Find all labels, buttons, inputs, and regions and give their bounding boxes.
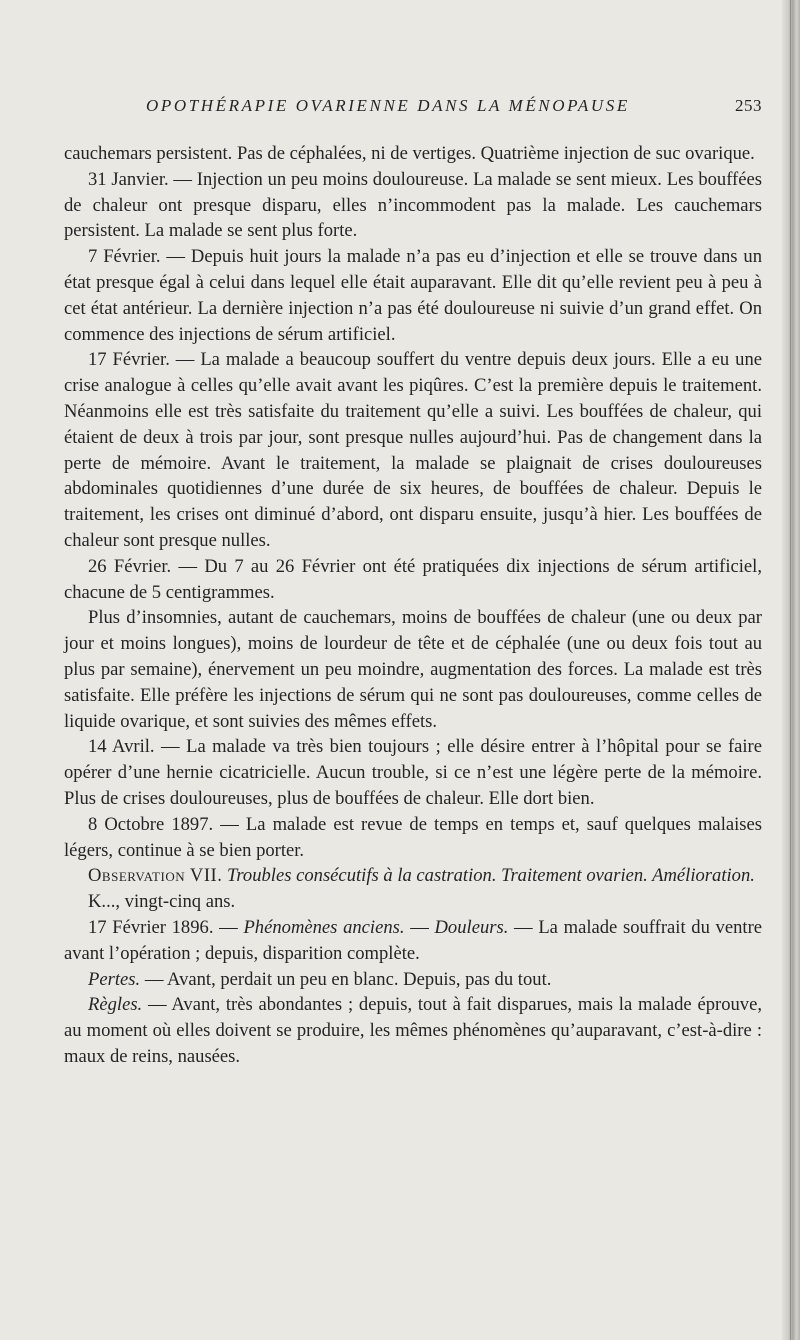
running-title: OPOTHÉRAPIE OVARIENNE DANS LA MÉNOPAUSE [146,96,630,115]
dash-text: — [410,916,429,938]
section-pertes: Pertes. [88,968,141,990]
page-edge-line [790,0,791,1340]
paragraph-31-janvier: 31 Janvier. — Injection un peu moins douloureuse. La malade se sent mieux. Les bouffées de chaleur ont presque disparu, elles n’incommodent pas la malade. Les cauchemars persistent. La malade se sent plus forte. [64,168,762,242]
paragraph-7-fevrier: 7 Février. — Depuis huit jours la malade n’a pas eu d’injection et elle se trouve dans un état presque égal à celui dans lequel elle était auparavant. Elle dit qu’elle revient peu à peu à cet état antérieur. La dernière injection n’a pas été douloureuse ni suivie d’un grand effet. On commence des injections de sérum artificiel. [64,246,762,345]
paragraph-regles [64,992,762,1069]
observation-label: Observation VII. [88,865,223,887]
page-number: 253 [735,96,762,115]
patient-line: K..., vingt-cinq ans. [88,891,236,913]
page-header [146,96,762,126]
section-douleurs: Douleurs. [434,916,509,938]
section-regles: Règles. [88,994,143,1016]
paragraph-17-fevrier: 17 Février. — La malade a beaucoup souffert du ventre depuis deux jours. Elle a eu une crise analogue à celles qu’elle avait avant les piqûres. C’est la première depuis le traitement. Néanmoins elle est très satisfaite du traitement qu’elle a suivi. Les bouffées de chaleur, qui étaient de deux à trois par jour, sont presque nulles aujourd’hui. Pas de changement dans la perte de mémoire. Avant le traitement, la malade se plaignait de crises douloureuses abdominales quotidiennes d’une durée de six heures, de bouffées de chaleur. Depuis le traitement, les crises ont diminué d’abord, ont disparu ensuite, jusqu’à hier. Les bouffées de chaleur sont presque nulles. [64,349,762,551]
regles-text: — Avant, très abondantes ; depuis, tout à fait disparues, mais la malade éprouve, au moment où elles doivent se produire, les mêmes phénomènes qu’auparavant, c’est-à-dire : maux de reins, nausées. [64,994,762,1067]
observation-heading [64,863,762,889]
paragraph-continued: cauchemars persistent. Pas de céphalées, ni de vertiges. Quatrième injection de suc ovarique. [64,143,755,164]
paragraph-17-fevrier-1896 [64,915,762,967]
paragraph-pertes [64,967,762,993]
paragraph-8-octobre: 8 Octobre 1897. — La malade est revue de temps en temps et, sauf quelques malaises légers, continue à se bien porter. [64,813,762,861]
section-phenomenes: Phénomènes anciens. [243,916,405,938]
observation-title: Troubles consécutifs à la castration. Traitement ovarien. Amélioration. [227,865,755,887]
page-edge [782,0,800,1340]
date-text: 17 Février 1896. — [88,916,238,938]
paragraph-26-fevrier: 26 Février. — Du 7 au 26 Février ont été pratiquées dix injections de sérum artificiel, chacune de 5 centigrammes. [64,555,762,603]
pertes-text: — Avant, perdait un peu en blanc. Depuis, pas du tout. [144,968,552,990]
paragraph-14-avril: 14 Avril. — La malade va très bien toujours ; elle désire entrer à l’hôpital pour se faire opérer d’une hernie cicatricielle. Aucun trouble, si ce n’est une légère perte de la mémoire. Plus de crises douloureuses, plus de bouffées de chaleur. Elle dort bien. [64,736,762,809]
douleurs-text: — La malade souffrait du ventre avant l’opération ; depuis, disparition complète. [64,916,763,964]
paragraph-plus-d-insomnies: Plus d’insomnies, autant de cauchemars, moins de bouffées de chaleur (une ou deux par jour et moins longues), moins de lourdeur de tête et de céphalée (une ou deux fois tout au plus par semaine), énervement un peu moindre, augmentation des forces. La malade est très satisfaite. Elle préfère les injections de sérum qui ne sont pas douloureuses, comme celles de liquide ovarique, et sont suivies des mêmes effets. [64,607,762,732]
body-text [64,141,762,1070]
